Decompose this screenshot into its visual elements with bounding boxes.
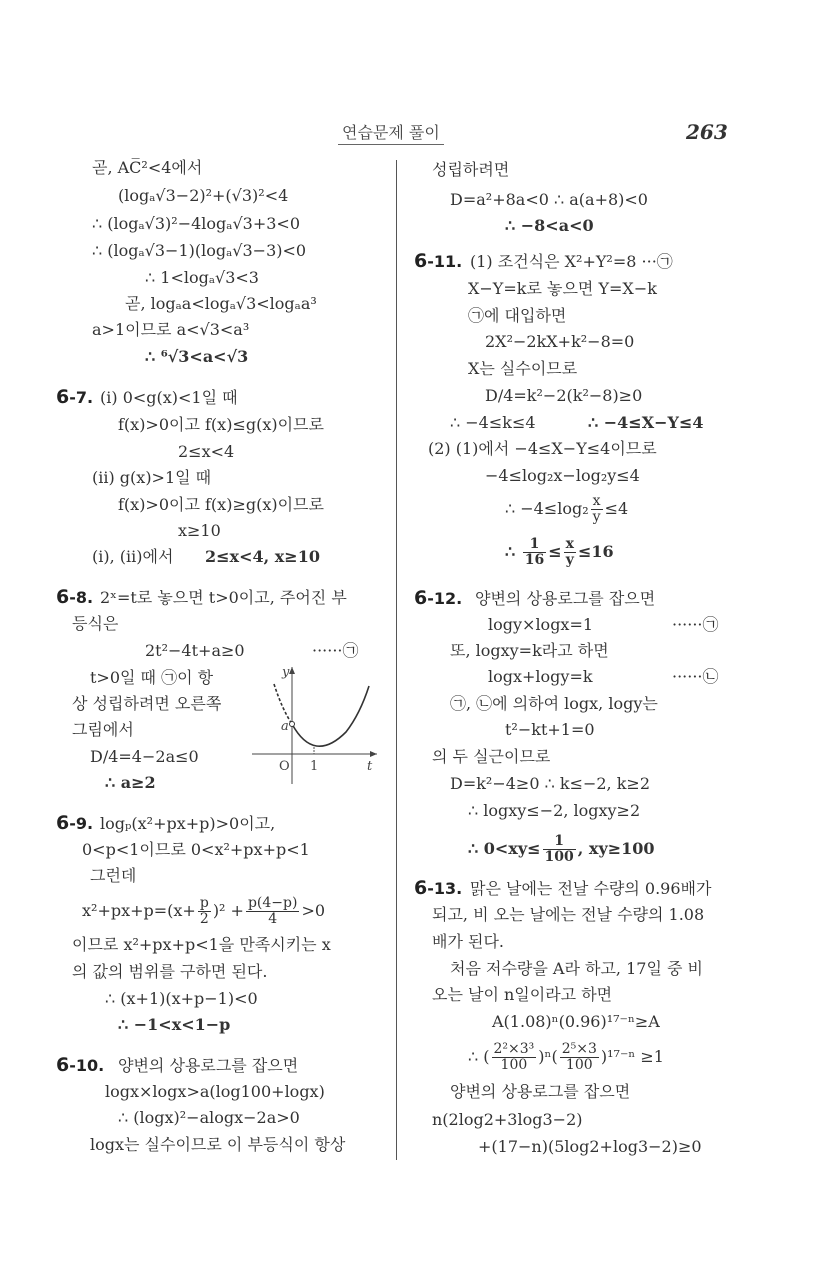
parabola-graph [252,664,382,789]
math-line: X−Y=k로 놓으면 Y=X−k [468,279,657,298]
math-line: D/4=4−2a≤0 [90,747,199,766]
equation-tag: ······㉠ [312,641,359,660]
text-line: 그림에서 [72,720,134,739]
problem-number: 6-9. [56,812,94,834]
math-line: ∴ (logₐ√3−1)(logₐ√3−3)<0 [92,241,307,260]
fraction: $\frac{1}{100}$ [544,833,574,865]
column-divider [396,160,397,1160]
text-line: 양변의 상용로그를 잡으면 [450,1082,631,1101]
math-line: t²−kt+1=0 [505,720,595,739]
math-line: D=a²+8a<0 ∴ a(a+8)<0 [450,190,648,209]
t-axis-arrow [370,751,377,757]
text-line: f(x)>0이고 f(x)≥g(x)이므로 [118,495,324,514]
dashed-curve [274,684,292,724]
text-line: 처음 저수량을 A라 하고, 17일 중 비 [450,959,703,978]
fraction: $\frac{1}{16}$ [524,536,545,568]
math-line: ∴ (logₐ√3)²−4logₐ√3+3<0 [92,214,300,233]
t-axis-label: t [367,759,373,774]
tick-label: 1 [310,759,319,774]
text-line: 이므로 x²+px+p<1을 만족시키는 x [72,935,331,954]
text-line: 등식은 [72,614,119,633]
math-line: ∴ −4≤k≤4 [450,413,536,432]
text-line: 또, logxy=k라고 하면 [450,641,609,660]
problem-number: 6-8. [56,586,94,608]
text-line: logx는 실수이므로 이 부등식이 항상 [90,1135,346,1154]
math-line: logx+logy=k [488,667,593,686]
text-line: 의 값의 범위를 구하면 된다. [72,962,268,981]
problem-number: 6-11. [414,250,463,272]
origin-label: O [279,759,290,774]
text-line: (i) 0<g(x)<1일 때 [100,388,238,407]
fraction: $\frac{x}{y}$ [592,493,601,525]
equation-tag: ······㉡ [672,667,719,686]
text-line: (ii) g(x)>1일 때 [92,468,212,487]
answer-line: ∴ 0<xy≤ $\frac{1}{100}$ , xy≥100 [468,833,655,865]
math-line: ∴ (logx)²−alogx−2a>0 [118,1108,300,1127]
parabola-curve [292,686,369,746]
problem-number: 6-12. [414,587,463,609]
text-line: (2) (1)에서 −4≤X−Y≤4이므로 [428,439,657,458]
math-line: −4≤log₂x−log₂y≤4 [485,466,640,485]
math-line: ∴ (x+1)(x+p−1)<0 [105,989,258,1008]
answer-line: ∴ $\frac{1}{16}$ ≤ $\frac{x}{y}$ ≤16 [505,536,614,568]
text-line: 배가 된다. [432,932,504,951]
answer-line: ∴ ⁶√3<a<√3 [145,347,249,366]
text-line: 맑은 날에는 전날 수량의 0.96배가 [470,879,712,898]
math-line: n(2log2+3log3−2) [432,1110,583,1129]
answer-line: ∴ −4≤X−Y≤4 [588,413,704,432]
problem-number: 6-7. [56,386,94,408]
answer-line: 2≤x<4, x≥10 [205,547,320,566]
math-line: x≥10 [178,521,221,540]
math-line: 0<p<1이므로 0<x²+px+p<1 [82,840,310,859]
math-line: 2≤x<4 [178,442,235,461]
fraction: $\frac{\text{2⁵×3}}{100}$ [561,1041,597,1073]
math-line: (1) 조건식은 X²+Y²=8 ···㉠ [470,252,673,271]
text-line: ㉠, ㉡에 의하여 logx, logy는 [450,694,658,713]
problem-number: 6-13. [414,877,463,899]
math-line: D=k²−4≥0 ∴ k≤−2, k≥2 [450,774,651,793]
problem-number: 6-10. [56,1054,105,1076]
fraction: $\frac{p}{2}$ [199,895,209,927]
answer-line: ∴ −1<x<1−p [118,1015,231,1034]
math-line: logy×logx=1 [488,615,594,634]
text-line: 상 성립하려면 오른쪽 [72,694,222,713]
math-line: a>1이므로 a<√3<a³ [92,320,250,339]
equation-tag: ······㉠ [672,615,719,634]
text-line: 양변의 상용로그를 잡으면 [475,589,656,608]
text-line: 양변의 상용로그를 잡으면 [118,1056,299,1075]
math-line: D/4=k²−2(k²−8)≥0 [485,386,643,405]
intercept-label: a [281,719,289,734]
math-line: logx×logx>a(log100+logx) [105,1082,325,1101]
running-header-title: 연습문제 풀이 [338,120,444,145]
answer-line: ∴ −8<a<0 [505,216,594,235]
text-line: (i), (ii)에서 [92,547,174,566]
text-line: 2ˣ=t로 놓으면 t>0이고, 주어진 부 [100,588,347,607]
answer-line: ∴ a≥2 [105,773,156,792]
math-line: ∴ 1<logₐ√3<3 [145,268,259,287]
math-line: 곧, logₐa<logₐ√3<logₐa³ [125,294,317,313]
math-line: logₚ(x²+px+p)>0이고, [100,814,276,833]
text-line: 되고, 비 오는 날에는 전날 수량의 1.08 [432,905,705,924]
text-line: t>0일 때 ㉠이 항 [90,668,214,687]
text-line: 그런데 [90,866,137,885]
intercept-point [290,722,295,727]
text-line: X는 실수이므로 [468,359,578,378]
fraction: $\frac{\text{2²×3³}}{100}$ [493,1041,535,1073]
math-line: 2X²−2kX+k²−8=0 [485,332,635,351]
text-line: 곧, AC̅²<4에서 [92,158,203,177]
text-line: ㉠에 대입하면 [468,306,567,325]
text-line: f(x)>0이고 f(x)≤g(x)이므로 [118,415,324,434]
fraction: $\frac{p(4-p)}{4}$ [247,895,298,927]
math-line: ∴ logxy≤−2, logxy≥2 [468,801,641,820]
text-line: 성립하려면 [432,160,510,179]
math-line: +(17−n)(5log2+log3−2)≥0 [478,1137,702,1156]
page-number: 263 [686,120,728,144]
math-line: A(1.08)ⁿ(0.96)¹⁷⁻ⁿ≥A [492,1012,660,1031]
math-line: ∴ −4≤log₂ $\frac{x}{y}$ ≤4 [505,493,629,525]
math-line: ∴ ( $\frac{\text{2²×3³}}{100}$ )ⁿ( $\frac{\text{2⁵×3}}{100}$ )¹⁷⁻ⁿ ≥1 [468,1041,664,1073]
math-line: 2t²−4t+a≥0 [145,641,245,660]
text-line: 오는 날이 n일이라고 하면 [432,985,613,1004]
y-axis-arrow [289,667,295,674]
fraction: $\frac{x}{y}$ [565,536,575,568]
text-line: 의 두 실근이므로 [432,747,551,766]
y-axis-label: y [282,665,290,680]
math-line: (logₐ√3−2)²+(√3)²<4 [118,186,289,205]
math-line: x²+px+p=(x+ $\frac{p}{2}$ )² + $\frac{p(4-p)}{4}$ >0 [82,895,326,927]
